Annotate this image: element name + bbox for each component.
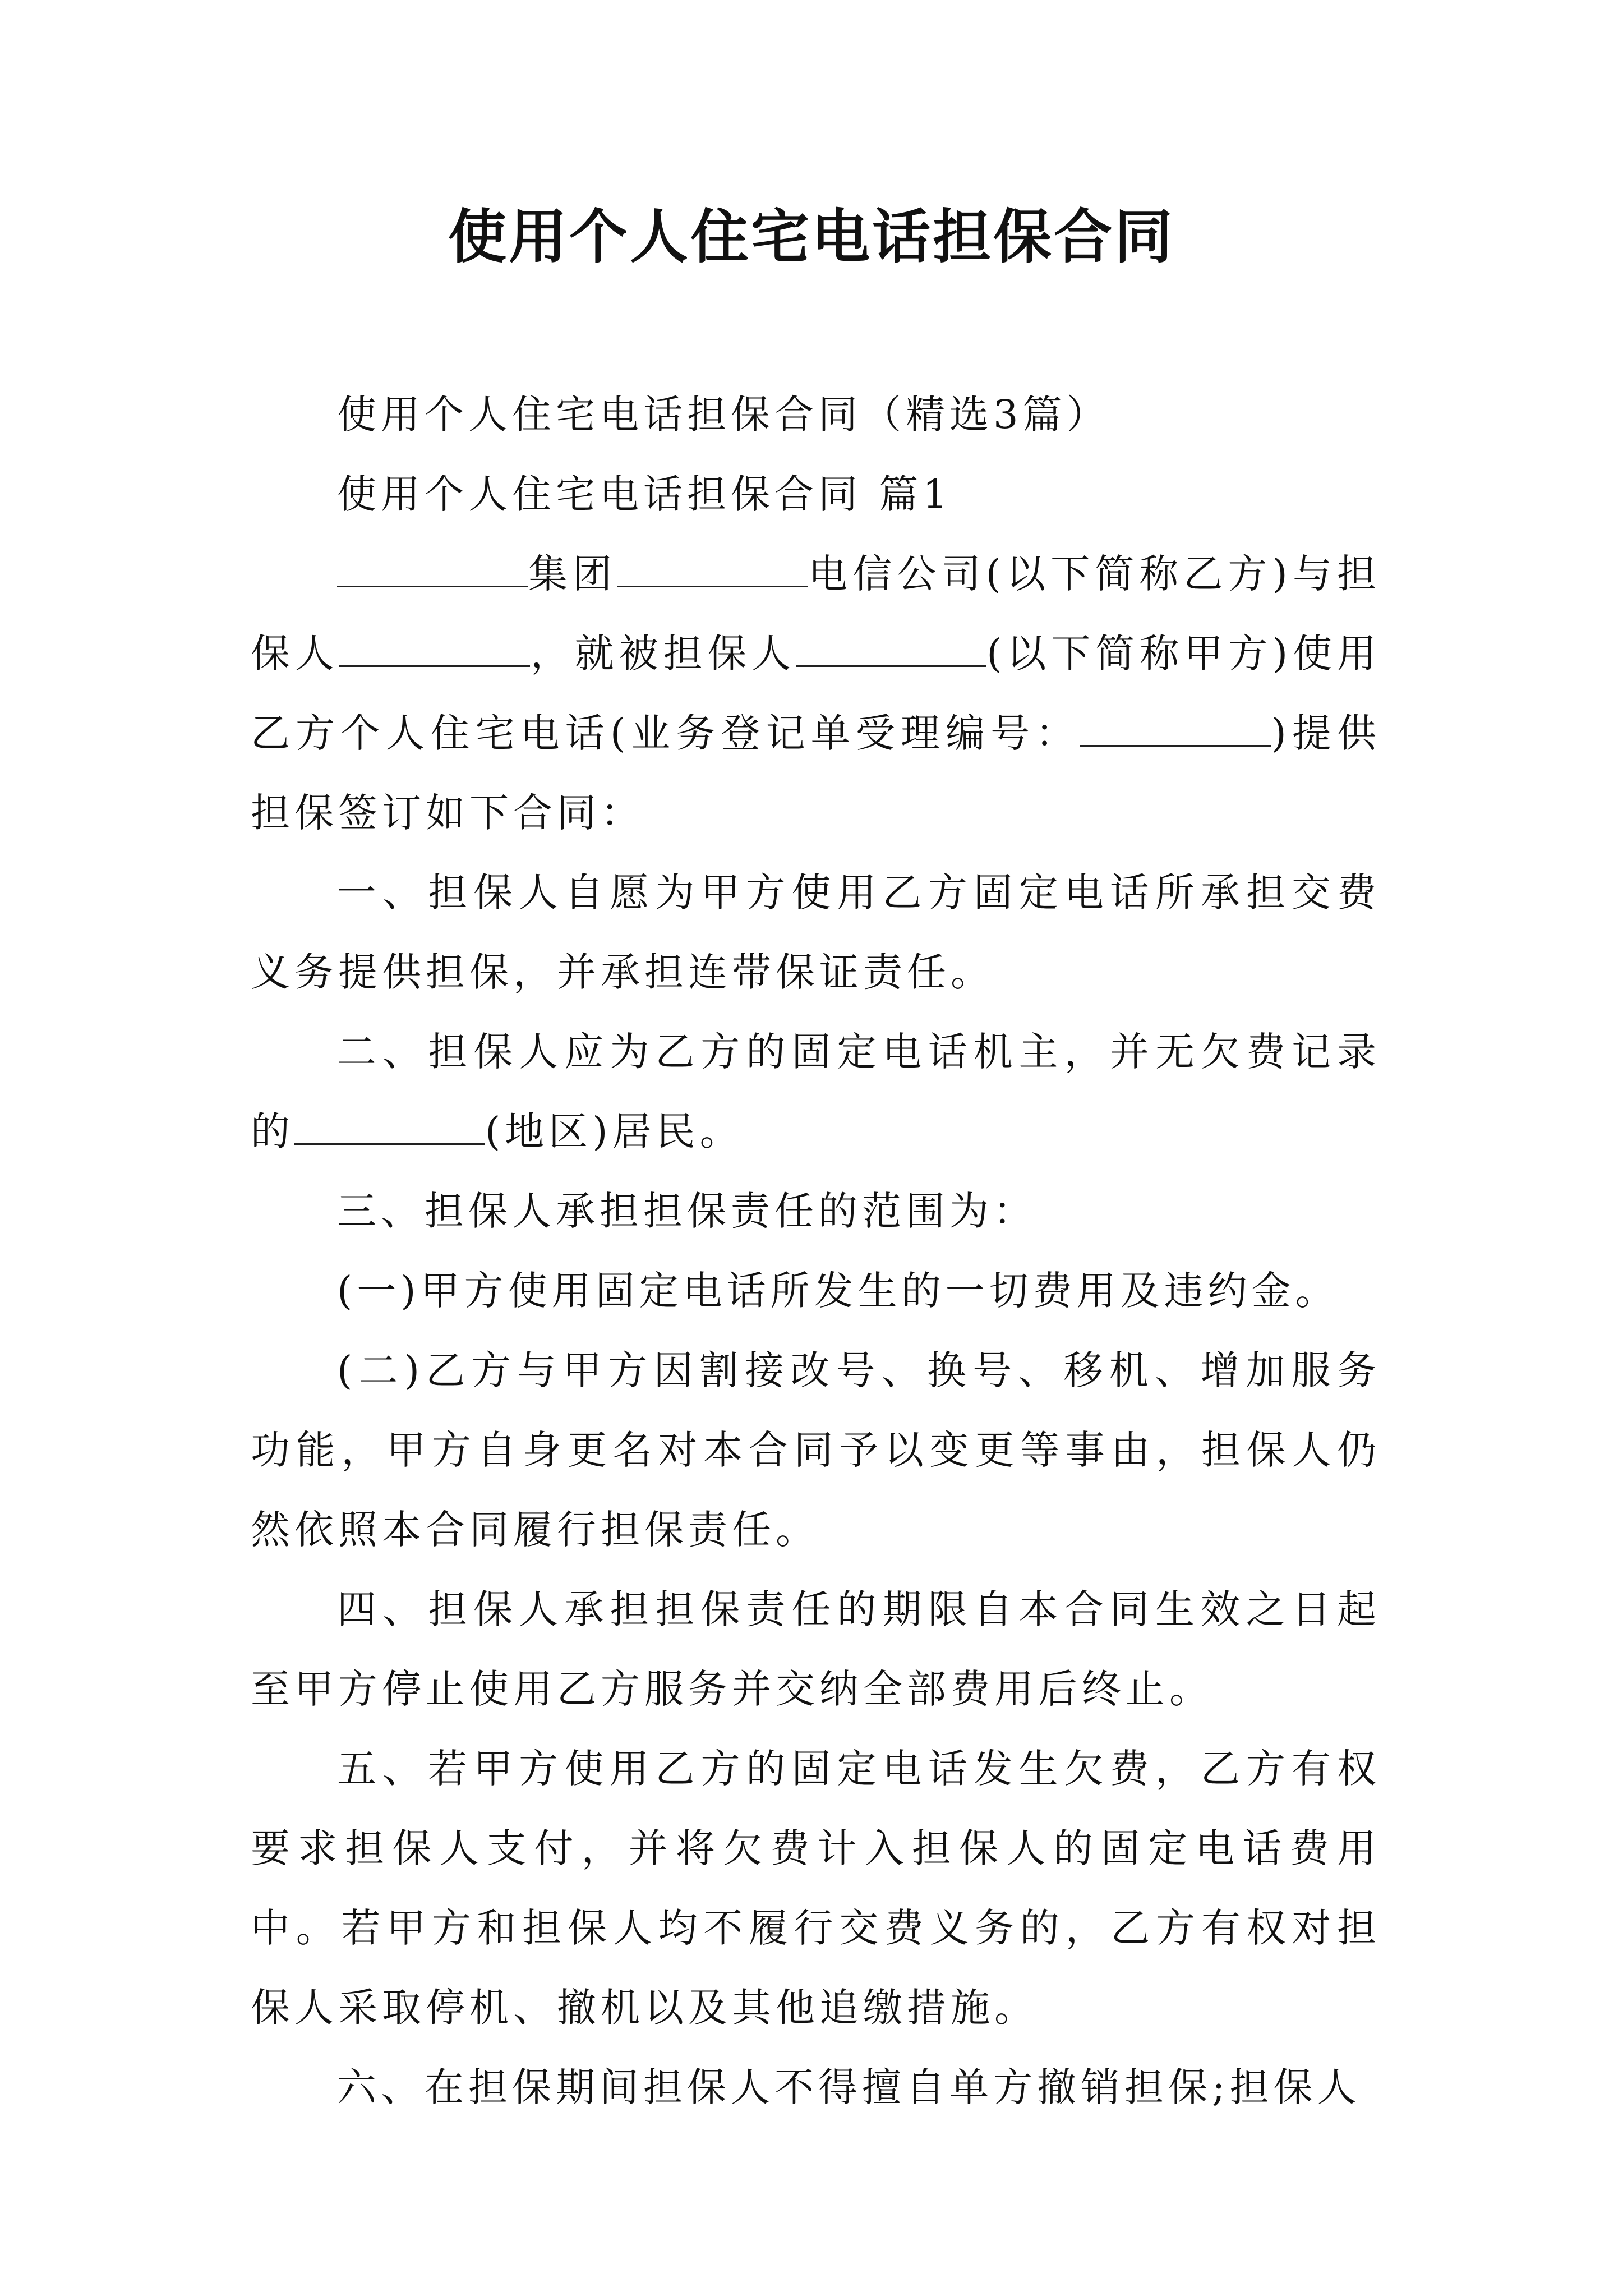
intro-paragraph bbox=[251, 534, 1381, 853]
intro-text-2: 电信公司(以下简称乙方)与担保人 bbox=[251, 551, 1381, 677]
clause-2-text-b: (地区)居民。 bbox=[485, 1108, 744, 1154]
blank-line bbox=[1080, 712, 1271, 747]
clause-1: 一、担保人自愿为甲方使用乙方固定电话所承担交费义务提供担保，并承担连带保证责任。 bbox=[251, 869, 1381, 995]
intro-text-3: ，就被担保人 bbox=[529, 631, 796, 677]
clause-2 bbox=[251, 1012, 1381, 1171]
part-heading: 使用个人住宅电话担保合同 篇1 bbox=[337, 471, 952, 517]
blank-line bbox=[294, 1111, 485, 1145]
clause-2-text-a: 二、担保人应为乙方的固定电话机主，并无欠费记录的 bbox=[251, 1029, 1381, 1154]
clause-5: 五、若甲方使用乙方的固定电话发生欠费，乙方有权要求担保人支付，并将欠费计入担保人的固定电话费用中。若甲方和担保人均不履行交费义务的，乙方有权对担保人采取停机、撤机以及其他追缴措施。 bbox=[251, 1746, 1381, 2031]
blank-line bbox=[796, 633, 986, 667]
document-title: 使用个人住宅电话担保合同 bbox=[448, 202, 1175, 271]
clause-6: 六、在担保期间担保人不得擅自单方撤销担保;担保人 bbox=[337, 2064, 1361, 2110]
intro-text-5: )提供担保签订如下合同： bbox=[251, 710, 1381, 836]
blank-line bbox=[617, 553, 808, 587]
intro-text-4: (以下简称甲方)使用乙方个人住宅电话(业务登记单受理编号： bbox=[251, 631, 1381, 756]
blank-line bbox=[339, 633, 530, 667]
blank-line bbox=[337, 553, 528, 587]
clause-3: 三、担保人承担担保责任的范围为： bbox=[337, 1188, 1037, 1234]
document-body bbox=[251, 375, 1381, 2127]
intro-text-1: 集团 bbox=[528, 551, 617, 597]
clause-3-item-1: (一)甲方使用固定电话所发生的一切费用及违约金。 bbox=[337, 1268, 1339, 1314]
clause-4: 四、担保人承担担保责任的期限自本合同生效之日起至甲方停止使用乙方服务并交纳全部费用后终止。 bbox=[251, 1586, 1381, 1712]
subtitle: 使用个人住宅电话担保合同（精选3篇） bbox=[337, 392, 1110, 438]
clause-3-item-2: (二)乙方与甲方因割接改号、换号、移机、增加服务功能，甲方自身更名对本合同予以变更等事由，担保人仍然依照本合同履行担保责任。 bbox=[251, 1347, 1381, 1553]
